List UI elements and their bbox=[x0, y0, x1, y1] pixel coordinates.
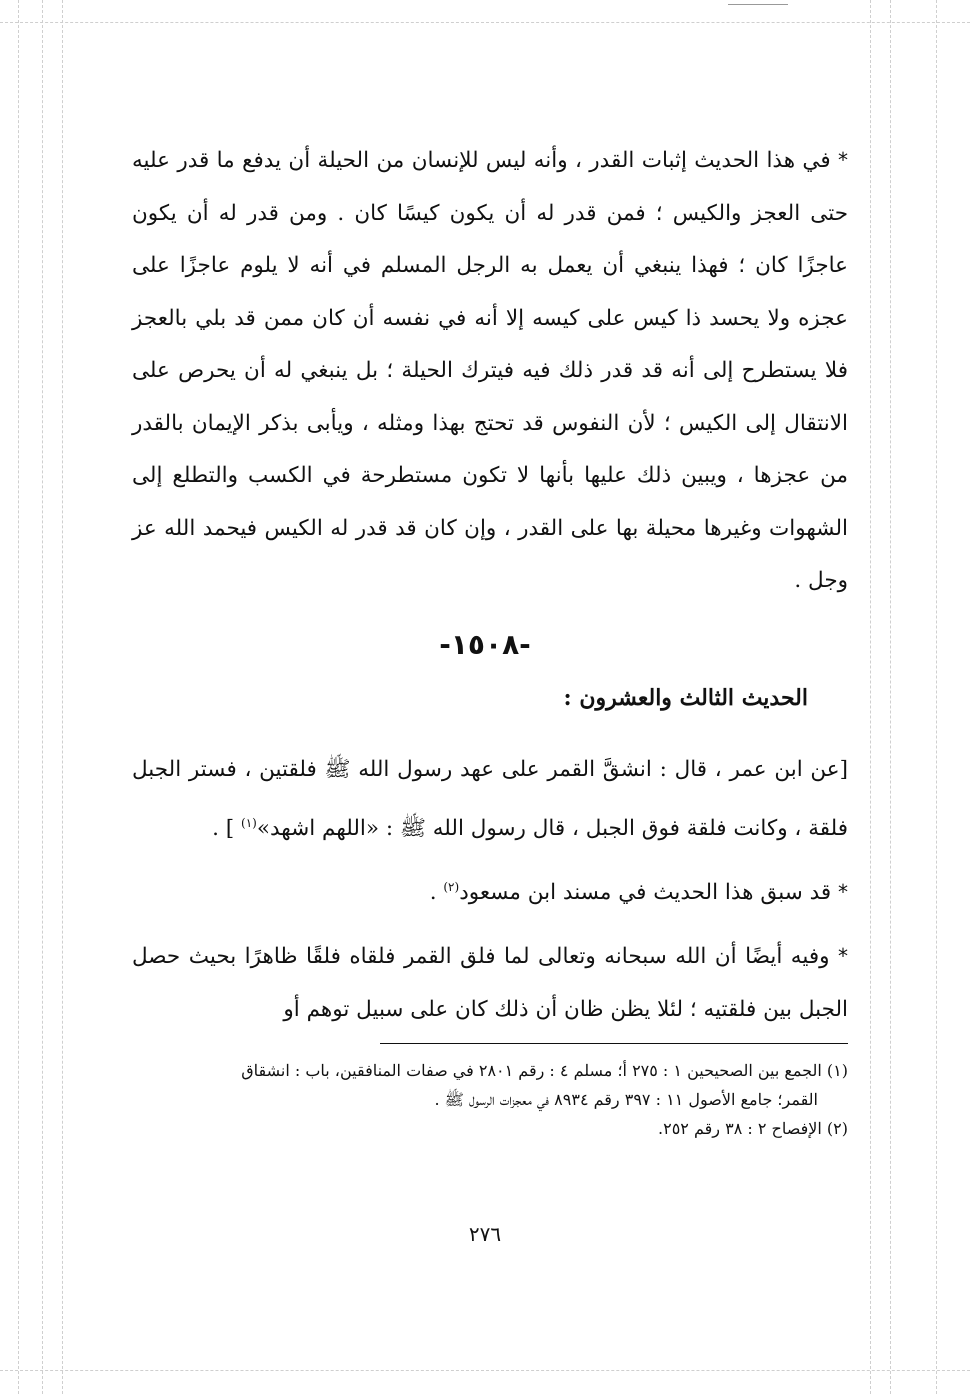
guide-line bbox=[890, 0, 891, 1394]
hadith-text: [عن ابن عمر ، قال : انشقَّ القمر على عهد رسول الله ﷺ فلقتين ، فستر الجبل فلقة ، وكانت فلقة فوق الجبل ، قال رسول الله ﷺ : «اللهم اشهد» bbox=[132, 757, 848, 841]
body-paragraph-1 bbox=[132, 134, 848, 608]
top-rule bbox=[728, 4, 788, 5]
asterisk-icon: * bbox=[838, 880, 848, 905]
guide-line bbox=[0, 1370, 970, 1371]
guide-line bbox=[18, 0, 19, 1394]
page-number: ٢٧٦ bbox=[468, 1222, 502, 1246]
paragraph-text: في هذا الحديث إثبات القدر ، وأنه ليس للإنسان من الحيلة أن يدفع ما قدر عليه حتى العجز والكيس ؛ فمن قدر له أن يكون كيسًا كان . ومن قدر له أن يكون عاجزًا كان ؛ فهذا ينبغي أن يعمل به الرجل المسلم في أنه لا يلوم عاجزًا على عجزه ولا يحسد ذا كيس على كيسه إلا أنه في نفسه أن كان ممن قد بلي بالعجز فلا يستطرح إلى أنه قد قدر ذلك فيه فيترك الحيلة ؛ بل ينبغي له أن يحرص على الانتقال إلى الكيس ؛ لأن النفوس قد تحتج بهذا ومثله ، ويأبى بذكر الإيمان بالقدر من عجزها ، ويبين ذلك عليها بأنها لا تكون مستطرحة في الكسب والتطلع إلى الشهوات وغيرها محيلة بها على القدر ، وإن كان قد قدر له الكيس فيحمد الله عز وجل . bbox=[132, 148, 848, 593]
note-end: . bbox=[429, 880, 444, 906]
guide-line bbox=[62, 0, 63, 1394]
asterisk-icon: * bbox=[838, 148, 848, 172]
footnotes bbox=[132, 1056, 848, 1143]
paragraph-text: وفيه أيضًا أن الله سبحانه وتعالى لما فلق القمر فلقاه فلقًا ظاهرًا بحيث حصل الجبل بين فلقتيه ؛ لئلا يظن ظان أن ذلك كان على سبيل توهم أو bbox=[132, 944, 848, 1022]
footnote-separator bbox=[380, 1043, 848, 1044]
guide-line bbox=[936, 0, 937, 1394]
footnote-ref: (٢) bbox=[443, 880, 460, 894]
guide-line bbox=[870, 0, 871, 1394]
section-number: -١٥٠٨- bbox=[439, 628, 531, 661]
footnote-1-line-1: (١) الجمع بين الصحيحين ١ : ٢٧٥ أ؛ مسلم ٤ : رقم ٢٨٠١ في صفات المنافقين، باب : انشقاق bbox=[241, 1061, 848, 1080]
body-paragraph-3 bbox=[132, 930, 848, 1036]
guide-line bbox=[42, 0, 43, 1394]
footnote-1-line-2: القمر؛ جامع الأصول ١١ : ٣٩٧ رقم ٨٩٣٤ في معجزات الرسول ﷺ . bbox=[434, 1090, 818, 1109]
asterisk-icon: * bbox=[838, 944, 849, 968]
note-text: قد سبق هذا الحديث في مسند ابن مسعود bbox=[459, 880, 832, 906]
note-paragraph bbox=[132, 861, 848, 920]
footnote-2: (٢) الإفصاح ٢ : ٣٨ رقم ٢٥٢. bbox=[658, 1119, 848, 1138]
hadith-heading: الحديث الثالث والعشرون : bbox=[563, 685, 808, 711]
hadith-end: ] . bbox=[212, 815, 242, 841]
footnote-ref: (١) bbox=[241, 815, 257, 830]
hadith-text-block bbox=[132, 744, 848, 855]
guide-line bbox=[0, 22, 970, 23]
